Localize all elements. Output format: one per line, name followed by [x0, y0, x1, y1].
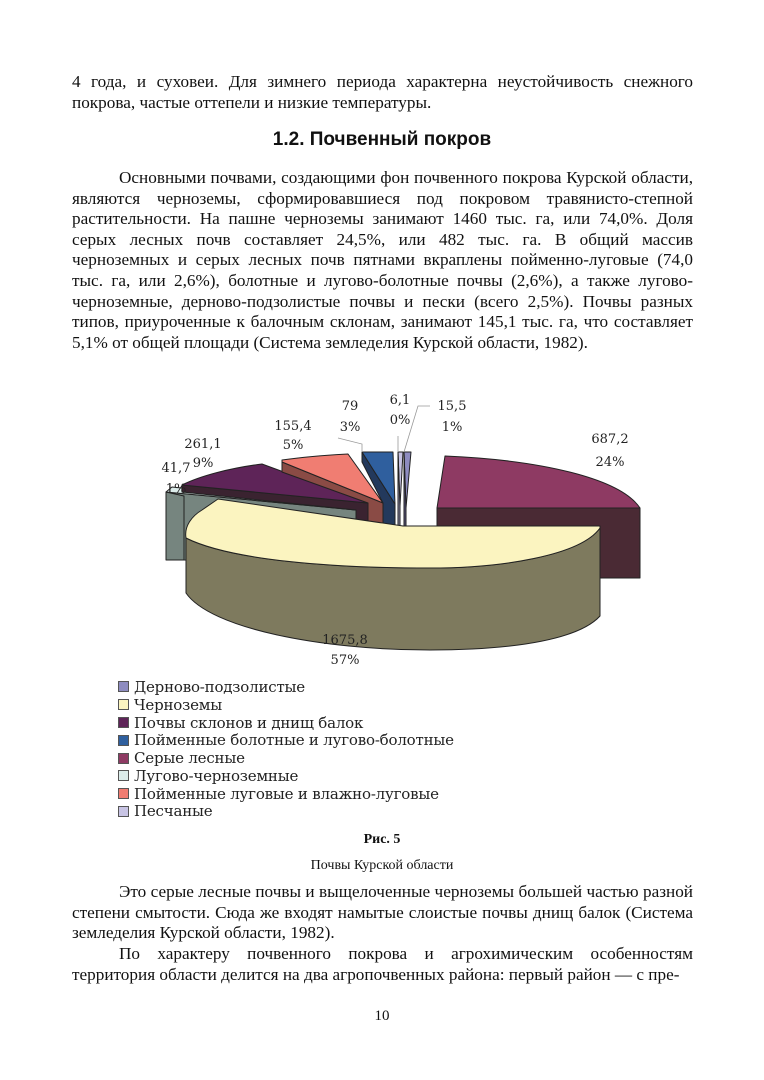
svg-text:3%: 3% [339, 420, 361, 435]
paragraph-soils-intro: Основными почвами, создающими фон почвенного покрова Курской области, являются черноземы, сформировавшиеся под покровом травянисто-степной растительности. На пашне черноземы занимают 1460 тыс. га, или 74,0%. Доля серых лесных почв составляет 24,5%, или 482 тыс. га. В общий массив черноземных и серых лесных почв пятнами вкраплены пойменно-луговые (74,0 тыс. га, или 2,6%), болотные и лугово-болотные почвы (2,6%), а также лугово-черноземные, дерново-подзолистые почвы и пески (всего 2,5%). Почвы разных типов, приуроченные к балочным склонам, занимают 145,1 тыс. га, что составляет 5,1% от общей площади (Система земледелия Курской области, 1982). [72, 168, 693, 352]
legend-item: Лугово-черноземные [118, 767, 454, 785]
legend-item: Почвы склонов и днищ балок [118, 714, 454, 732]
svg-text:687,2: 687,2 [591, 432, 629, 447]
legend-swatch-icon [118, 788, 129, 799]
section-heading: 1.2. Почвенный покров [272, 129, 492, 150]
legend-item: Серые лесные [118, 749, 454, 767]
svg-text:6,1: 6,1 [389, 393, 411, 408]
figure-number: Рис. 5 [363, 832, 401, 847]
svg-text:24%: 24% [595, 455, 625, 470]
svg-text:1%: 1% [441, 420, 463, 435]
figure-caption: Почвы Курской области [310, 858, 454, 873]
legend-item: Пойменные луговые и влажно-луговые [118, 785, 454, 803]
svg-text:155,4: 155,4 [274, 419, 312, 434]
svg-text:5%: 5% [282, 438, 304, 453]
svg-text:1675,8: 1675,8 [322, 633, 368, 648]
legend-item: Черноземы [118, 696, 454, 714]
chart-legend [118, 678, 454, 820]
svg-text:15,5: 15,5 [437, 399, 467, 414]
legend-swatch-icon [118, 806, 129, 817]
soil-pie-chart [100, 388, 700, 678]
legend-swatch-icon [118, 717, 129, 728]
legend-item: Песчаные [118, 803, 454, 821]
legend-swatch-icon [118, 681, 129, 692]
legend-swatch-icon [118, 699, 129, 710]
page-number: 10 [374, 1008, 390, 1024]
legend-item: Дерново-подзолистые [118, 678, 454, 696]
svg-text:79: 79 [341, 399, 359, 414]
legend-swatch-icon [118, 770, 129, 781]
svg-text:57%: 57% [330, 653, 360, 668]
svg-text:261,1: 261,1 [184, 437, 222, 452]
svg-text:1%: 1% [165, 482, 187, 497]
legend-item: Пойменные болотные и лугово-болотные [118, 731, 454, 749]
svg-text:41,7: 41,7 [161, 461, 191, 476]
slice-side-meadow-chernozem [166, 492, 184, 560]
svg-text:9%: 9% [192, 456, 214, 471]
paragraph-agro-regions: По характеру почвенного покрова и агрохимическим особенностям территория области делится на два агропочвенных района: первый район — с пре- [72, 944, 693, 984]
svg-text:0%: 0% [389, 413, 411, 428]
top-paragraph: 4 года, и суховеи. Для зимнего периода характерна неустойчивость снежного покрова, частые оттепели и низкие температуры. [72, 72, 693, 112]
paragraph-eroded-soils: Это серые лесные почвы и выщелоченные черноземы большей частью разной степени смытости. Сюда же входят намытые слоистые почвы днищ балок (Система земледелия Курской области, 1982). [72, 882, 693, 943]
legend-swatch-icon [118, 735, 129, 746]
legend-swatch-icon [118, 753, 129, 764]
